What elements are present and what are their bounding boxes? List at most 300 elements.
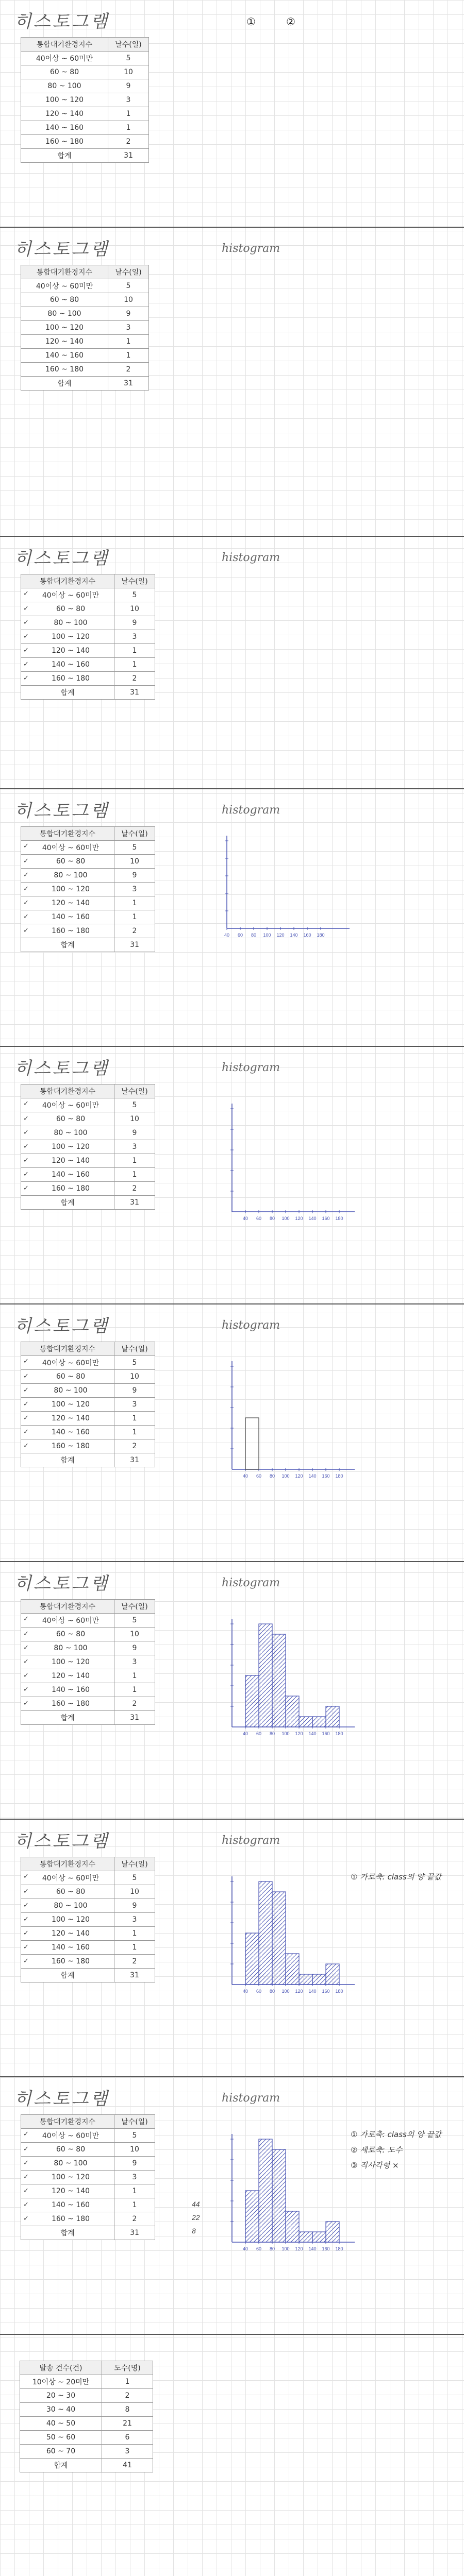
frequency-table [21,1857,155,1982]
class-cell: ✓ 60 ~ 80 [21,602,114,616]
count-cell: 1 [108,121,149,135]
class-cell: 10이상 ~ 20미만 [20,2375,102,2389]
check-mark-icon: ✓ [23,674,29,682]
col-header-class: 발송 건수(건) [20,2361,102,2375]
histogram-bar [245,2191,259,2242]
class-cell: ✓ 100 ~ 120 [21,630,114,644]
count-cell: 2 [114,2212,155,2226]
col-header-count: 날수(일) [114,574,155,588]
table-row [21,307,149,321]
count-cell: 10 [108,65,149,79]
table-row [21,1669,155,1683]
panel-5 [0,1047,464,1304]
count-cell: 1 [114,1941,155,1955]
table-row [21,65,149,79]
table-row [20,2375,153,2389]
count-cell: 1 [114,1154,155,1168]
count-cell: 5 [114,1098,155,1112]
class-cell: 합계 [21,377,108,391]
table-body [21,1871,155,1982]
class-cell: 140 ~ 160 [21,349,108,363]
graph-label: histogram [222,551,280,564]
graph-label: histogram [222,1061,280,1074]
class-cell: ✓ 80 ~ 100 [21,869,114,883]
count-cell: 9 [108,307,149,321]
class-cell: ✓ 100 ~ 120 [21,1140,114,1154]
x-tick-label: 60 [256,1731,262,1736]
class-cell: 합계 [21,1711,114,1725]
page-title: 히스토그램 [14,1058,110,1079]
x-tick-label: 100 [281,1216,290,1221]
x-tick-label: 60 [256,1989,262,1994]
table-row [21,1154,155,1168]
check-mark-icon: ✓ [23,899,29,907]
table-row [20,2445,153,2459]
table-row [21,1412,155,1426]
frequency-table [21,265,149,391]
table-row [21,2143,155,2157]
x-tick-label: 160 [322,1216,330,1221]
check-mark-icon: ✓ [23,1672,29,1680]
x-tick-label: 80 [269,2246,275,2251]
class-cell: ✓ 140 ~ 160 [21,1941,114,1955]
x-tick-label: 140 [308,2246,317,2251]
histogram-bar [245,1418,259,1469]
table-row [21,644,155,658]
histogram-bar [326,1964,339,1985]
table-row [21,107,149,121]
histogram-bar [312,1974,326,1985]
table-row [21,1384,155,1398]
table-row [21,910,155,924]
table-row [21,841,155,855]
count-cell: 5 [114,1614,155,1628]
table-row [21,1683,155,1697]
frequency-table [21,2114,155,2240]
frequency-table [21,1342,155,1467]
table-row [21,349,149,363]
count-cell: 10 [114,1885,155,1899]
table-row [21,377,149,391]
x-tick-label: 120 [295,1473,303,1479]
histogram-chart [217,1861,343,2015]
table-body [21,1098,155,1210]
class-cell: ✓ 120 ~ 140 [21,1669,114,1683]
table-row [21,52,149,65]
table-row [21,293,149,307]
count-cell: 2 [114,924,155,938]
x-tick-label: 140 [308,1216,317,1221]
col-header-count: 날수(일) [114,2115,155,2129]
page-title: 히스토그램 [14,548,110,569]
count-cell: 5 [114,841,155,855]
class-cell: 합계 [20,2459,102,2472]
table-row [21,616,155,630]
table-row [21,1711,155,1725]
count-cell: 1 [114,1168,155,1182]
col-header-class: 통합대기환경지수 [21,574,114,588]
table-body [20,2375,153,2472]
x-tick-label: 40 [224,933,230,938]
x-tick-label: 160 [322,1989,330,1994]
class-cell: ✓ 120 ~ 140 [21,644,114,658]
check-mark-icon: ✓ [23,1386,29,1394]
check-mark-icon: ✓ [23,1957,29,1965]
count-cell: 31 [114,1196,155,1210]
table-row [21,2129,155,2143]
table-row [21,279,149,293]
class-cell: 100 ~ 120 [21,93,108,107]
table-row [21,1196,155,1210]
x-tick-label: 40 [242,1731,248,1736]
graph-label: histogram [222,804,280,817]
count-cell: 3 [108,93,149,107]
class-cell: ✓ 60 ~ 80 [21,1885,114,1899]
col-header-class: 통합대기환경지수 [21,1342,114,1356]
count-cell: 31 [114,1969,155,1982]
table-row [21,1098,155,1112]
table-row [21,149,149,163]
class-cell: ✓ 120 ~ 140 [21,1154,114,1168]
histogram-chart [217,2119,343,2273]
count-cell: 3 [108,321,149,335]
count-cell: 10 [114,1370,155,1384]
class-cell: 40이상 ~ 60미만 [21,279,108,293]
histogram-bar [286,1696,299,1727]
x-tick-label: 140 [308,1731,317,1736]
histogram-bar [245,1675,259,1727]
goals-frequency-table [20,2361,153,2472]
panel-7 [0,1562,464,1820]
class-cell: ✓ 120 ~ 140 [21,2184,114,2198]
count-cell: 3 [114,1398,155,1412]
count-cell: 1 [114,2184,155,2198]
class-cell: ✓ 120 ~ 140 [21,1927,114,1941]
table-row [21,672,155,686]
class-cell: ✓ 140 ~ 160 [21,910,114,924]
class-cell: 60 ~ 80 [21,65,108,79]
table-row [20,2431,153,2445]
check-mark-icon: ✓ [23,1157,29,1164]
col-header-count: 날수(일) [114,1342,155,1356]
class-cell: ✓ 140 ~ 160 [21,1683,114,1697]
check-mark-icon: ✓ [23,2187,29,2195]
check-mark-icon: ✓ [23,1171,29,1178]
x-tick-label: 100 [263,933,271,938]
page-title: 히스토그램 [14,239,110,260]
table-row [21,2157,155,2171]
histogram-bar [299,2232,312,2242]
x-tick-label: 180 [317,933,325,938]
x-tick-label: 140 [308,1989,317,1994]
count-cell: 1 [114,1426,155,1439]
count-cell: 2 [108,135,149,149]
count-cell: 9 [114,1384,155,1398]
table-row [21,2226,155,2240]
count-cell: 5 [114,1871,155,1885]
check-mark-icon: ✓ [23,927,29,935]
count-cell: 3 [114,883,155,896]
check-mark-icon: ✓ [23,1943,29,1951]
table-row [21,1614,155,1628]
panel-6 [0,1304,464,1562]
count-cell: 1 [114,658,155,672]
table-row [21,1913,155,1927]
check-mark-icon: ✓ [23,619,29,626]
histogram-bar [286,1954,299,1985]
class-cell: ✓ 100 ~ 120 [21,883,114,896]
class-cell: ✓ 140 ~ 160 [21,1168,114,1182]
class-cell: 60 ~ 70 [20,2445,102,2459]
check-mark-icon: ✓ [23,1184,29,1192]
side-note-1: 44 [192,2200,200,2208]
panel-2 [0,228,464,537]
check-mark-icon: ✓ [23,1873,29,1880]
class-cell: ✓ 40이상 ~ 60미만 [21,2129,114,2143]
x-tick-label: 160 [303,933,311,938]
count-cell: 1 [114,1412,155,1426]
table-row [21,1955,155,1969]
count-cell: 31 [114,938,155,952]
note-1: ① 가로축: class의 양 끝값 [351,1872,442,1882]
count-cell: 1 [114,2198,155,2212]
check-mark-icon: ✓ [23,1644,29,1652]
table-body [21,1614,155,1725]
class-cell: 30 ~ 40 [20,2403,102,2417]
class-cell: ✓ 40이상 ~ 60미만 [21,1614,114,1628]
x-tick-label: 160 [322,1731,330,1736]
table-row [21,938,155,952]
check-mark-icon: ✓ [23,871,29,879]
class-cell: ✓ 80 ~ 100 [21,2157,114,2171]
table-row [21,588,155,602]
table-row [21,1356,155,1370]
class-cell: 40이상 ~ 60미만 [21,52,108,65]
check-mark-icon: ✓ [23,2215,29,2223]
class-cell: 120 ~ 140 [21,107,108,121]
table-row [21,321,149,335]
x-tick-label: 160 [322,2246,330,2251]
frequency-table [21,1599,155,1725]
graph-label: histogram [222,1577,280,1589]
table-row [21,883,155,896]
page-title: 히스토그램 [14,1316,110,1336]
check-mark-icon: ✓ [23,842,29,850]
class-cell: ✓ 80 ~ 100 [21,1384,114,1398]
table-body [21,52,149,163]
check-mark-icon: ✓ [23,2201,29,2209]
class-cell: ✓ 120 ~ 140 [21,896,114,910]
table-row [21,93,149,107]
table-row [21,2212,155,2226]
frequency-table [21,1084,155,1210]
class-cell: ✓ 100 ~ 120 [21,1913,114,1927]
col-header-count: 날수(일) [114,1600,155,1614]
page-title: 히스토그램 [14,801,110,821]
check-mark-icon: ✓ [23,647,29,654]
table-row [20,2417,153,2431]
check-mark-icon: ✓ [23,1100,29,1108]
note-2: ② 세로축: 도수 [351,2145,403,2155]
class-cell: 50 ~ 60 [20,2431,102,2445]
count-cell: 10 [114,1112,155,1126]
count-cell: 5 [114,1356,155,1370]
table-row [21,1426,155,1439]
count-cell: 9 [114,1899,155,1913]
panel-8 [0,1820,464,2077]
col-header-count: 날수(일) [114,1857,155,1871]
table-row [21,855,155,869]
graph-label: histogram [222,1319,280,1332]
table-row [21,1453,155,1467]
circle-1: ① [246,16,256,28]
count-cell: 1 [102,2375,153,2389]
histogram-bar [272,1634,286,1727]
col-header-class: 통합대기환경지수 [21,1084,114,1098]
table-body [21,588,155,700]
count-cell: 1 [114,644,155,658]
class-cell: ✓ 100 ~ 120 [21,2171,114,2184]
count-cell: 5 [114,2129,155,2143]
table-row [21,1899,155,1913]
count-cell: 41 [102,2459,153,2472]
col-header-class: 통합대기환경지수 [21,827,114,841]
table-row [21,2171,155,2184]
count-cell: 31 [108,377,149,391]
frequency-table [21,37,149,163]
table-row [21,1871,155,1885]
class-cell: ✓ 40이상 ~ 60미만 [21,1356,114,1370]
count-cell: 6 [102,2431,153,2445]
x-tick-label: 40 [242,1989,248,1994]
class-cell: 합계 [21,686,114,700]
class-cell: ✓ 60 ~ 80 [21,1628,114,1641]
count-cell: 31 [114,2226,155,2240]
table-row [21,1398,155,1412]
histogram-bar [299,1717,312,1727]
count-cell: 9 [114,869,155,883]
table-row [21,686,155,700]
note-1: ① 가로축: class의 양 끝값 [351,2130,442,2139]
table-row [21,2184,155,2198]
x-tick-label: 120 [295,2246,303,2251]
table-row [21,1697,155,1711]
page-title: 히스토그램 [14,2089,110,2109]
check-mark-icon: ✓ [23,2130,29,2138]
x-tick-label: 80 [269,1473,275,1479]
count-cell: 3 [114,2171,155,2184]
class-cell: 140 ~ 160 [21,121,108,135]
x-tick-label: 180 [335,1731,343,1736]
table-row [21,602,155,616]
table-row [21,1370,155,1384]
class-cell: 합계 [21,1196,114,1210]
table-row [21,1941,155,1955]
check-mark-icon: ✓ [23,1358,29,1365]
count-cell: 10 [114,1628,155,1641]
x-tick-label: 180 [335,2246,343,2251]
x-tick-label: 100 [281,1731,290,1736]
graph-label: histogram [222,1834,280,1847]
table-row [21,896,155,910]
x-tick-label: 60 [256,1473,262,1479]
panel-1 [0,0,464,228]
histogram-axes [217,831,454,964]
col-header-class: 통합대기환경지수 [21,38,108,52]
count-cell: 1 [108,349,149,363]
check-mark-icon: ✓ [23,1129,29,1137]
x-tick-label: 100 [281,2246,290,2251]
class-cell: ✓ 60 ~ 80 [21,1370,114,1384]
x-tick-label: 60 [256,1216,262,1221]
check-mark-icon: ✓ [23,913,29,921]
col-header-count: 날수(일) [114,1084,155,1098]
class-cell: ✓ 60 ~ 80 [21,2143,114,2157]
class-cell: ✓ 160 ~ 180 [21,1439,114,1453]
class-cell: 100 ~ 120 [21,321,108,335]
count-cell: 10 [114,855,155,869]
count-cell: 3 [114,1655,155,1669]
col-header-class: 통합대기환경지수 [21,1600,114,1614]
count-cell: 5 [114,588,155,602]
table-row [21,1655,155,1669]
histogram-bar [312,1717,326,1727]
check-mark-icon: ✓ [23,857,29,865]
count-cell: 3 [114,1913,155,1927]
count-cell: 5 [108,279,149,293]
histogram-axes [217,1088,454,1243]
table-row [21,2198,155,2212]
x-tick-label: 80 [269,1216,275,1221]
class-cell: ✓ 160 ~ 180 [21,2212,114,2226]
x-tick-label: 60 [256,2246,262,2251]
class-cell: ✓ 160 ~ 180 [21,1182,114,1196]
class-cell: 80 ~ 100 [21,307,108,321]
histogram-bar [259,1882,272,1985]
check-mark-icon: ✓ [23,2159,29,2167]
col-header-class: 통합대기환경지수 [21,2115,114,2129]
count-cell: 2 [114,672,155,686]
x-tick-label: 120 [295,1989,303,1994]
check-mark-icon: ✓ [23,633,29,640]
class-cell: 160 ~ 180 [21,135,108,149]
histogram-chart [217,1603,454,1758]
col-header-class: 통합대기환경지수 [21,1857,114,1871]
table-row [21,1112,155,1126]
check-mark-icon: ✓ [23,1902,29,1909]
circle-2: ② [286,16,295,28]
count-cell: 9 [108,79,149,93]
check-mark-icon: ✓ [23,1115,29,1123]
class-cell: ✓ 160 ~ 180 [21,672,114,686]
count-cell: 1 [114,1683,155,1697]
check-mark-icon: ✓ [23,590,29,598]
check-mark-icon: ✓ [23,1700,29,1707]
x-tick-label: 40 [242,2246,248,2251]
class-cell: 합계 [21,2226,114,2240]
x-tick-label: 120 [295,1216,303,1221]
count-cell: 3 [102,2445,153,2459]
count-cell: 31 [114,1453,155,1467]
panel-9 [0,2077,464,2335]
histogram-bar [272,1892,286,1985]
histogram-bar [299,1974,312,1985]
graph-label: histogram [222,242,280,255]
count-cell: 2 [114,1697,155,1711]
class-cell: ✓ 80 ~ 100 [21,616,114,630]
table-row [21,1126,155,1140]
col-header-class: 통합대기환경지수 [21,265,108,279]
